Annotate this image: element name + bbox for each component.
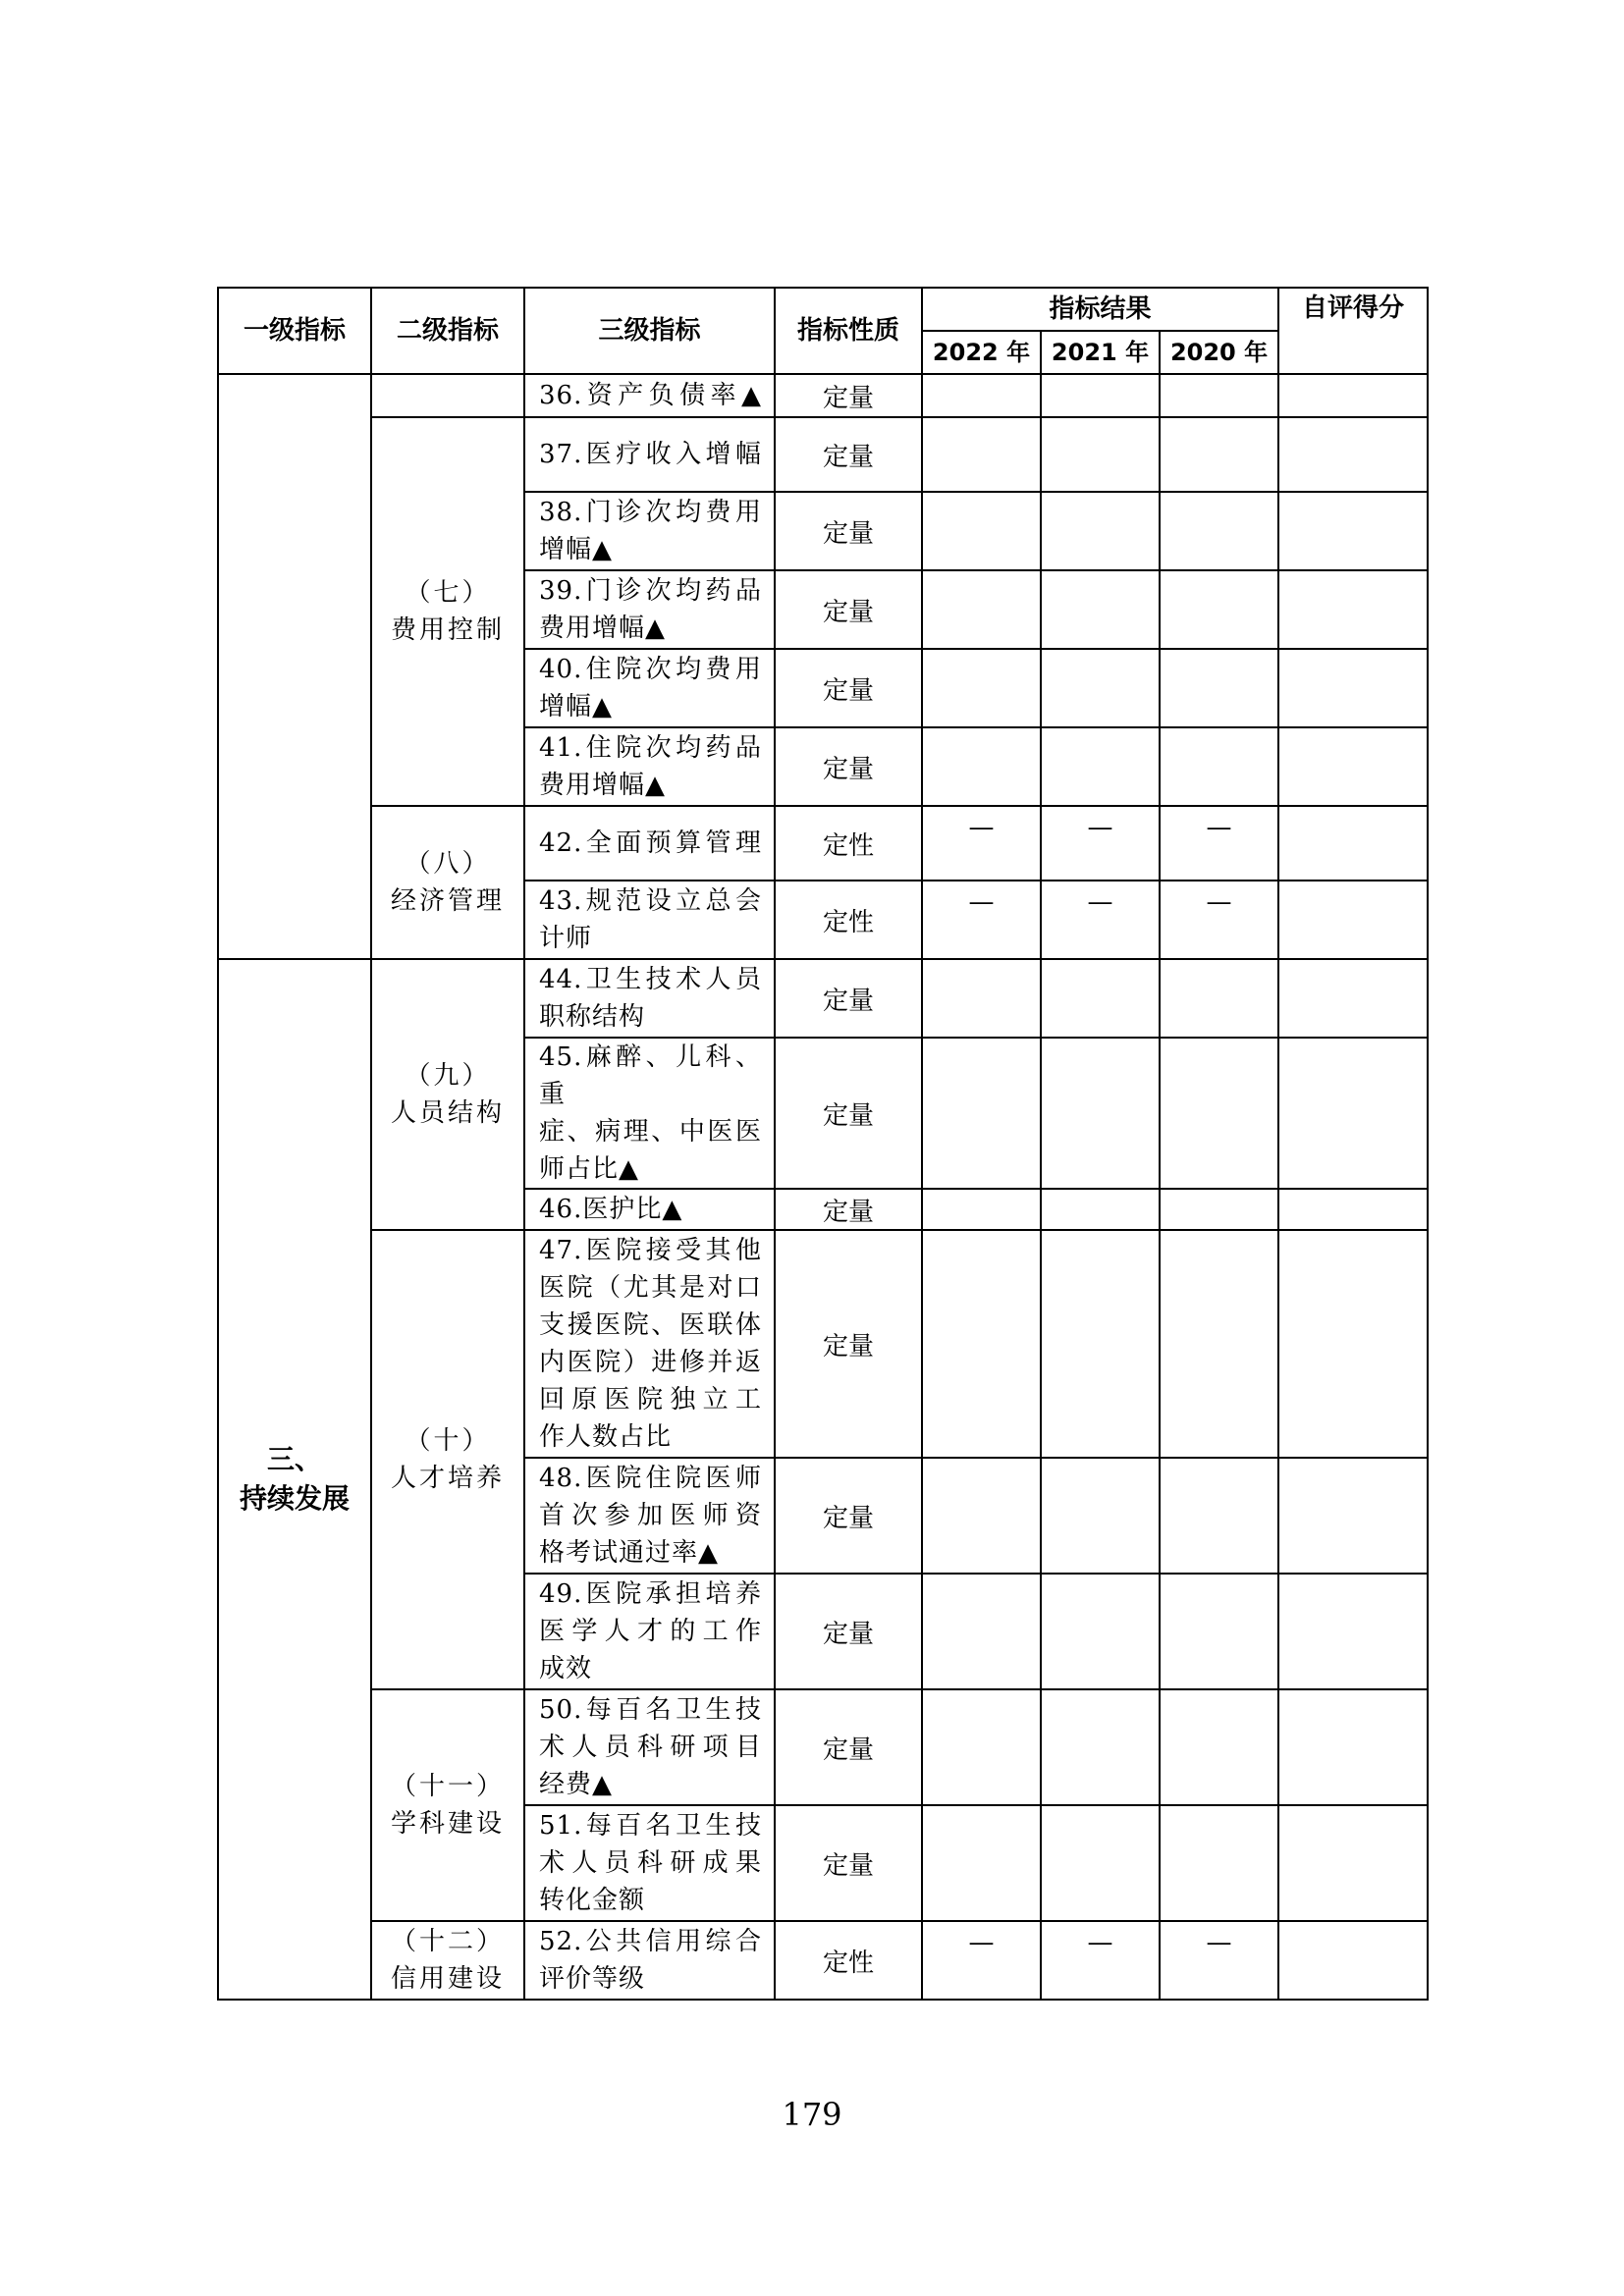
self-score-cell — [1278, 1189, 1428, 1230]
result-2022-cell — [922, 1805, 1041, 1921]
result-2021-cell — [1041, 959, 1160, 1038]
nature-cell: 定量 — [775, 1038, 922, 1189]
result-2020-cell — [1160, 1038, 1278, 1189]
level2-label: 信用建设 — [390, 1964, 505, 1994]
indicator-text-line: 术人员科研项目 — [539, 1733, 762, 1762]
indicator-text-line: 增幅▲ — [539, 535, 613, 564]
indicator-cell — [524, 959, 775, 1038]
indicator-text-line: 回原医院独立工 — [539, 1385, 762, 1415]
result-2020-cell: — — [1160, 881, 1278, 959]
level2-number: （七） — [405, 578, 491, 608]
level2-number: （九） — [405, 1061, 491, 1091]
self-score-cell — [1278, 649, 1428, 727]
indicator-cell — [524, 1458, 775, 1574]
result-2020-cell — [1160, 1230, 1278, 1458]
indicator-text-line: 48.医院住院医师 — [539, 1464, 762, 1493]
table-row — [218, 417, 1428, 492]
result-2021-cell — [1041, 727, 1160, 806]
self-score-cell — [1278, 959, 1428, 1038]
indicator-cell — [524, 374, 775, 417]
indicator-text-line: 增幅▲ — [539, 692, 613, 721]
level2-cell-continued — [371, 374, 524, 417]
result-2020-cell — [1160, 649, 1278, 727]
result-2022-cell — [922, 1574, 1041, 1689]
level1-label: 持续发展 — [239, 1482, 350, 1515]
header-self-score: 自评得分 — [1278, 288, 1428, 374]
nature-cell: 定量 — [775, 417, 922, 492]
result-2021-cell — [1041, 374, 1160, 417]
result-2021-cell — [1041, 1038, 1160, 1189]
indicator-text-line: 职称结构 — [539, 1002, 646, 1032]
header-year-2021: 2021 年 — [1041, 331, 1160, 374]
result-2020-cell — [1160, 727, 1278, 806]
nature-cell: 定量 — [775, 1574, 922, 1689]
level2-label: 费用控制 — [390, 615, 505, 645]
indicator-text-line: 医学人才的工作 — [539, 1617, 762, 1646]
self-score-cell — [1278, 1689, 1428, 1805]
nature-cell: 定性 — [775, 881, 922, 959]
indicator-text-line: 医院（尤其是对口 — [539, 1273, 762, 1303]
self-score-cell — [1278, 1805, 1428, 1921]
indicator-cell — [524, 570, 775, 649]
header-year-2022: 2022 年 — [922, 331, 1041, 374]
indicator-text-line: 支援医院、医联体 — [539, 1310, 762, 1340]
indicator-text-line: 52.公共信用综合 — [539, 1927, 762, 1956]
nature-cell: 定量 — [775, 1689, 922, 1805]
result-2020-cell — [1160, 492, 1278, 570]
result-2021-cell: — — [1041, 1921, 1160, 2000]
level2-group-talent-training — [371, 1230, 524, 1689]
result-2022-cell — [922, 1038, 1041, 1189]
indicator-text-line: 41.住院次均药品 — [539, 733, 762, 763]
result-2022-cell — [922, 570, 1041, 649]
indicator-cell — [524, 1230, 775, 1458]
indicator-cell — [524, 1038, 775, 1189]
indicator-text: 42.全面预算管理 — [539, 828, 762, 858]
result-2022-cell — [922, 492, 1041, 570]
indicator-cell — [524, 727, 775, 806]
indicator-text-line: 51.每百名卫生技 — [539, 1811, 762, 1841]
indicator-text-line: 症、病理、中医医 — [539, 1117, 762, 1147]
result-2022-cell — [922, 649, 1041, 727]
result-2022-cell — [922, 1189, 1041, 1230]
indicator-text-line: 38.门诊次均费用 — [539, 498, 762, 527]
result-2021-cell — [1041, 649, 1160, 727]
indicator-text-line: 术人员科研成果 — [539, 1848, 762, 1878]
self-score-cell — [1278, 570, 1428, 649]
indicator-text-line: 费用增幅▲ — [539, 614, 666, 643]
indicator-text-line: 成效 — [539, 1654, 593, 1683]
result-2021-cell — [1041, 492, 1160, 570]
indicator-text-line: 经费▲ — [539, 1770, 613, 1799]
indicator-text-line: 49.医院承担培养 — [539, 1579, 762, 1609]
indicator-table — [217, 287, 1429, 2001]
result-2020-cell — [1160, 570, 1278, 649]
result-2021-cell — [1041, 1189, 1160, 1230]
indicator-cell — [524, 417, 775, 492]
level2-group-staff-structure — [371, 959, 524, 1230]
self-score-cell — [1278, 806, 1428, 881]
result-2022-cell — [922, 1689, 1041, 1805]
indicator-text-line: 39.门诊次均药品 — [539, 576, 762, 606]
self-score-cell — [1278, 881, 1428, 959]
result-2021-cell — [1041, 1805, 1160, 1921]
nature-cell: 定量 — [775, 570, 922, 649]
indicator-text: 37.医疗收入增幅 — [539, 440, 762, 469]
result-2022-cell — [922, 1458, 1041, 1574]
result-2021-cell — [1041, 417, 1160, 492]
self-score-cell — [1278, 417, 1428, 492]
indicator-cell — [524, 1805, 775, 1921]
indicator-text-line: 40.住院次均费用 — [539, 655, 762, 684]
header-nature: 指标性质 — [775, 288, 922, 374]
indicator-cell — [524, 1689, 775, 1805]
level1-cell-continued — [218, 374, 371, 959]
header-year-2020: 2020 年 — [1160, 331, 1278, 374]
indicator-text: 46.医护比▲ — [539, 1195, 683, 1224]
indicator-text-line: 内医院）进修并返 — [539, 1348, 762, 1377]
level1-number: 三、 — [266, 1443, 322, 1475]
nature-cell: 定量 — [775, 1230, 922, 1458]
indicator-text-line: 转化金额 — [539, 1886, 646, 1915]
page-number: 179 — [782, 2096, 842, 2133]
header-level1: 一级指标 — [218, 288, 371, 374]
nature-cell: 定量 — [775, 1189, 922, 1230]
result-2022-cell — [922, 959, 1041, 1038]
result-2022-cell — [922, 1230, 1041, 1458]
result-2022-cell — [922, 417, 1041, 492]
header-results: 指标结果 — [922, 288, 1278, 331]
result-2022-cell — [922, 374, 1041, 417]
nature-cell: 定量 — [775, 492, 922, 570]
self-score-cell — [1278, 1230, 1428, 1458]
self-score-cell — [1278, 492, 1428, 570]
self-score-cell — [1278, 374, 1428, 417]
result-2021-cell: — — [1041, 806, 1160, 881]
nature-cell: 定量 — [775, 959, 922, 1038]
indicator-text: 36.资产负债率▲ — [539, 381, 762, 410]
nature-cell: 定量 — [775, 374, 922, 417]
table-row — [218, 959, 1428, 1038]
indicator-text-line: 师占比▲ — [539, 1154, 639, 1184]
level2-number: （十） — [405, 1426, 491, 1456]
indicator-text-line: 计师 — [539, 924, 593, 953]
indicator-text-line: 47.医院接受其他 — [539, 1236, 762, 1265]
result-2022-cell: — — [922, 806, 1041, 881]
level2-label: 人员结构 — [390, 1098, 505, 1128]
result-2021-cell — [1041, 1689, 1160, 1805]
result-2020-cell — [1160, 1689, 1278, 1805]
level2-number: （十二） — [390, 1927, 505, 1956]
header-level2: 二级指标 — [371, 288, 524, 374]
indicator-text-line: 评价等级 — [539, 1964, 646, 1994]
result-2021-cell — [1041, 1458, 1160, 1574]
result-2021-cell — [1041, 1230, 1160, 1458]
self-score-cell — [1278, 1038, 1428, 1189]
result-2020-cell — [1160, 1805, 1278, 1921]
result-2021-cell — [1041, 1574, 1160, 1689]
indicator-cell — [524, 492, 775, 570]
level2-number: （十一） — [390, 1772, 505, 1801]
result-2022-cell: — — [922, 881, 1041, 959]
result-2021-cell: — — [1041, 881, 1160, 959]
indicator-cell — [524, 1921, 775, 2000]
result-2020-cell: — — [1160, 806, 1278, 881]
nature-cell: 定量 — [775, 727, 922, 806]
indicator-cell — [524, 1189, 775, 1230]
result-2022-cell — [922, 727, 1041, 806]
level2-group-fee-control — [371, 417, 524, 806]
indicator-text-line: 43.规范设立总会 — [539, 886, 762, 916]
result-2021-cell — [1041, 570, 1160, 649]
result-2020-cell — [1160, 1189, 1278, 1230]
self-score-cell — [1278, 1921, 1428, 2000]
level2-group-credit-building — [371, 1921, 524, 2000]
level1-group-sustainable-development — [218, 959, 371, 2000]
header-level3: 三级指标 — [524, 288, 775, 374]
indicator-text-line: 44.卫生技术人员 — [539, 965, 762, 994]
nature-cell: 定量 — [775, 1458, 922, 1574]
level2-label: 人才培养 — [390, 1464, 505, 1493]
result-2020-cell — [1160, 374, 1278, 417]
indicator-text-line: 45.麻醉、儿科、重 — [539, 1042, 762, 1109]
result-2020-cell — [1160, 1574, 1278, 1689]
nature-cell: 定性 — [775, 1921, 922, 2000]
indicator-cell — [524, 649, 775, 727]
indicator-cell — [524, 881, 775, 959]
level2-number: （八） — [405, 849, 491, 879]
indicator-text-line: 作人数占比 — [539, 1422, 673, 1452]
result-2020-cell — [1160, 1458, 1278, 1574]
level2-group-discipline-building — [371, 1689, 524, 1921]
indicator-cell — [524, 1574, 775, 1689]
indicator-text-line: 50.每百名卫生技 — [539, 1695, 762, 1725]
indicator-cell — [524, 806, 775, 881]
nature-cell: 定性 — [775, 806, 922, 881]
nature-cell: 定量 — [775, 1805, 922, 1921]
table-row — [218, 1921, 1428, 2000]
indicator-text-line: 格考试通过率▲ — [539, 1538, 719, 1568]
table-row — [218, 1230, 1428, 1458]
level2-label: 经济管理 — [390, 886, 505, 916]
self-score-cell — [1278, 1458, 1428, 1574]
level2-group-economic-management — [371, 806, 524, 959]
self-score-cell — [1278, 727, 1428, 806]
result-2020-cell — [1160, 959, 1278, 1038]
nature-cell: 定量 — [775, 649, 922, 727]
self-score-cell — [1278, 1574, 1428, 1689]
indicator-text-line: 费用增幅▲ — [539, 771, 666, 800]
indicator-text-line: 首次参加医师资 — [539, 1501, 762, 1530]
table-row — [218, 806, 1428, 881]
table-row — [218, 1689, 1428, 1805]
table-row — [218, 374, 1428, 417]
result-2020-cell: — — [1160, 1921, 1278, 2000]
level2-label: 学科建设 — [390, 1809, 505, 1839]
result-2020-cell — [1160, 417, 1278, 492]
result-2022-cell: — — [922, 1921, 1041, 2000]
